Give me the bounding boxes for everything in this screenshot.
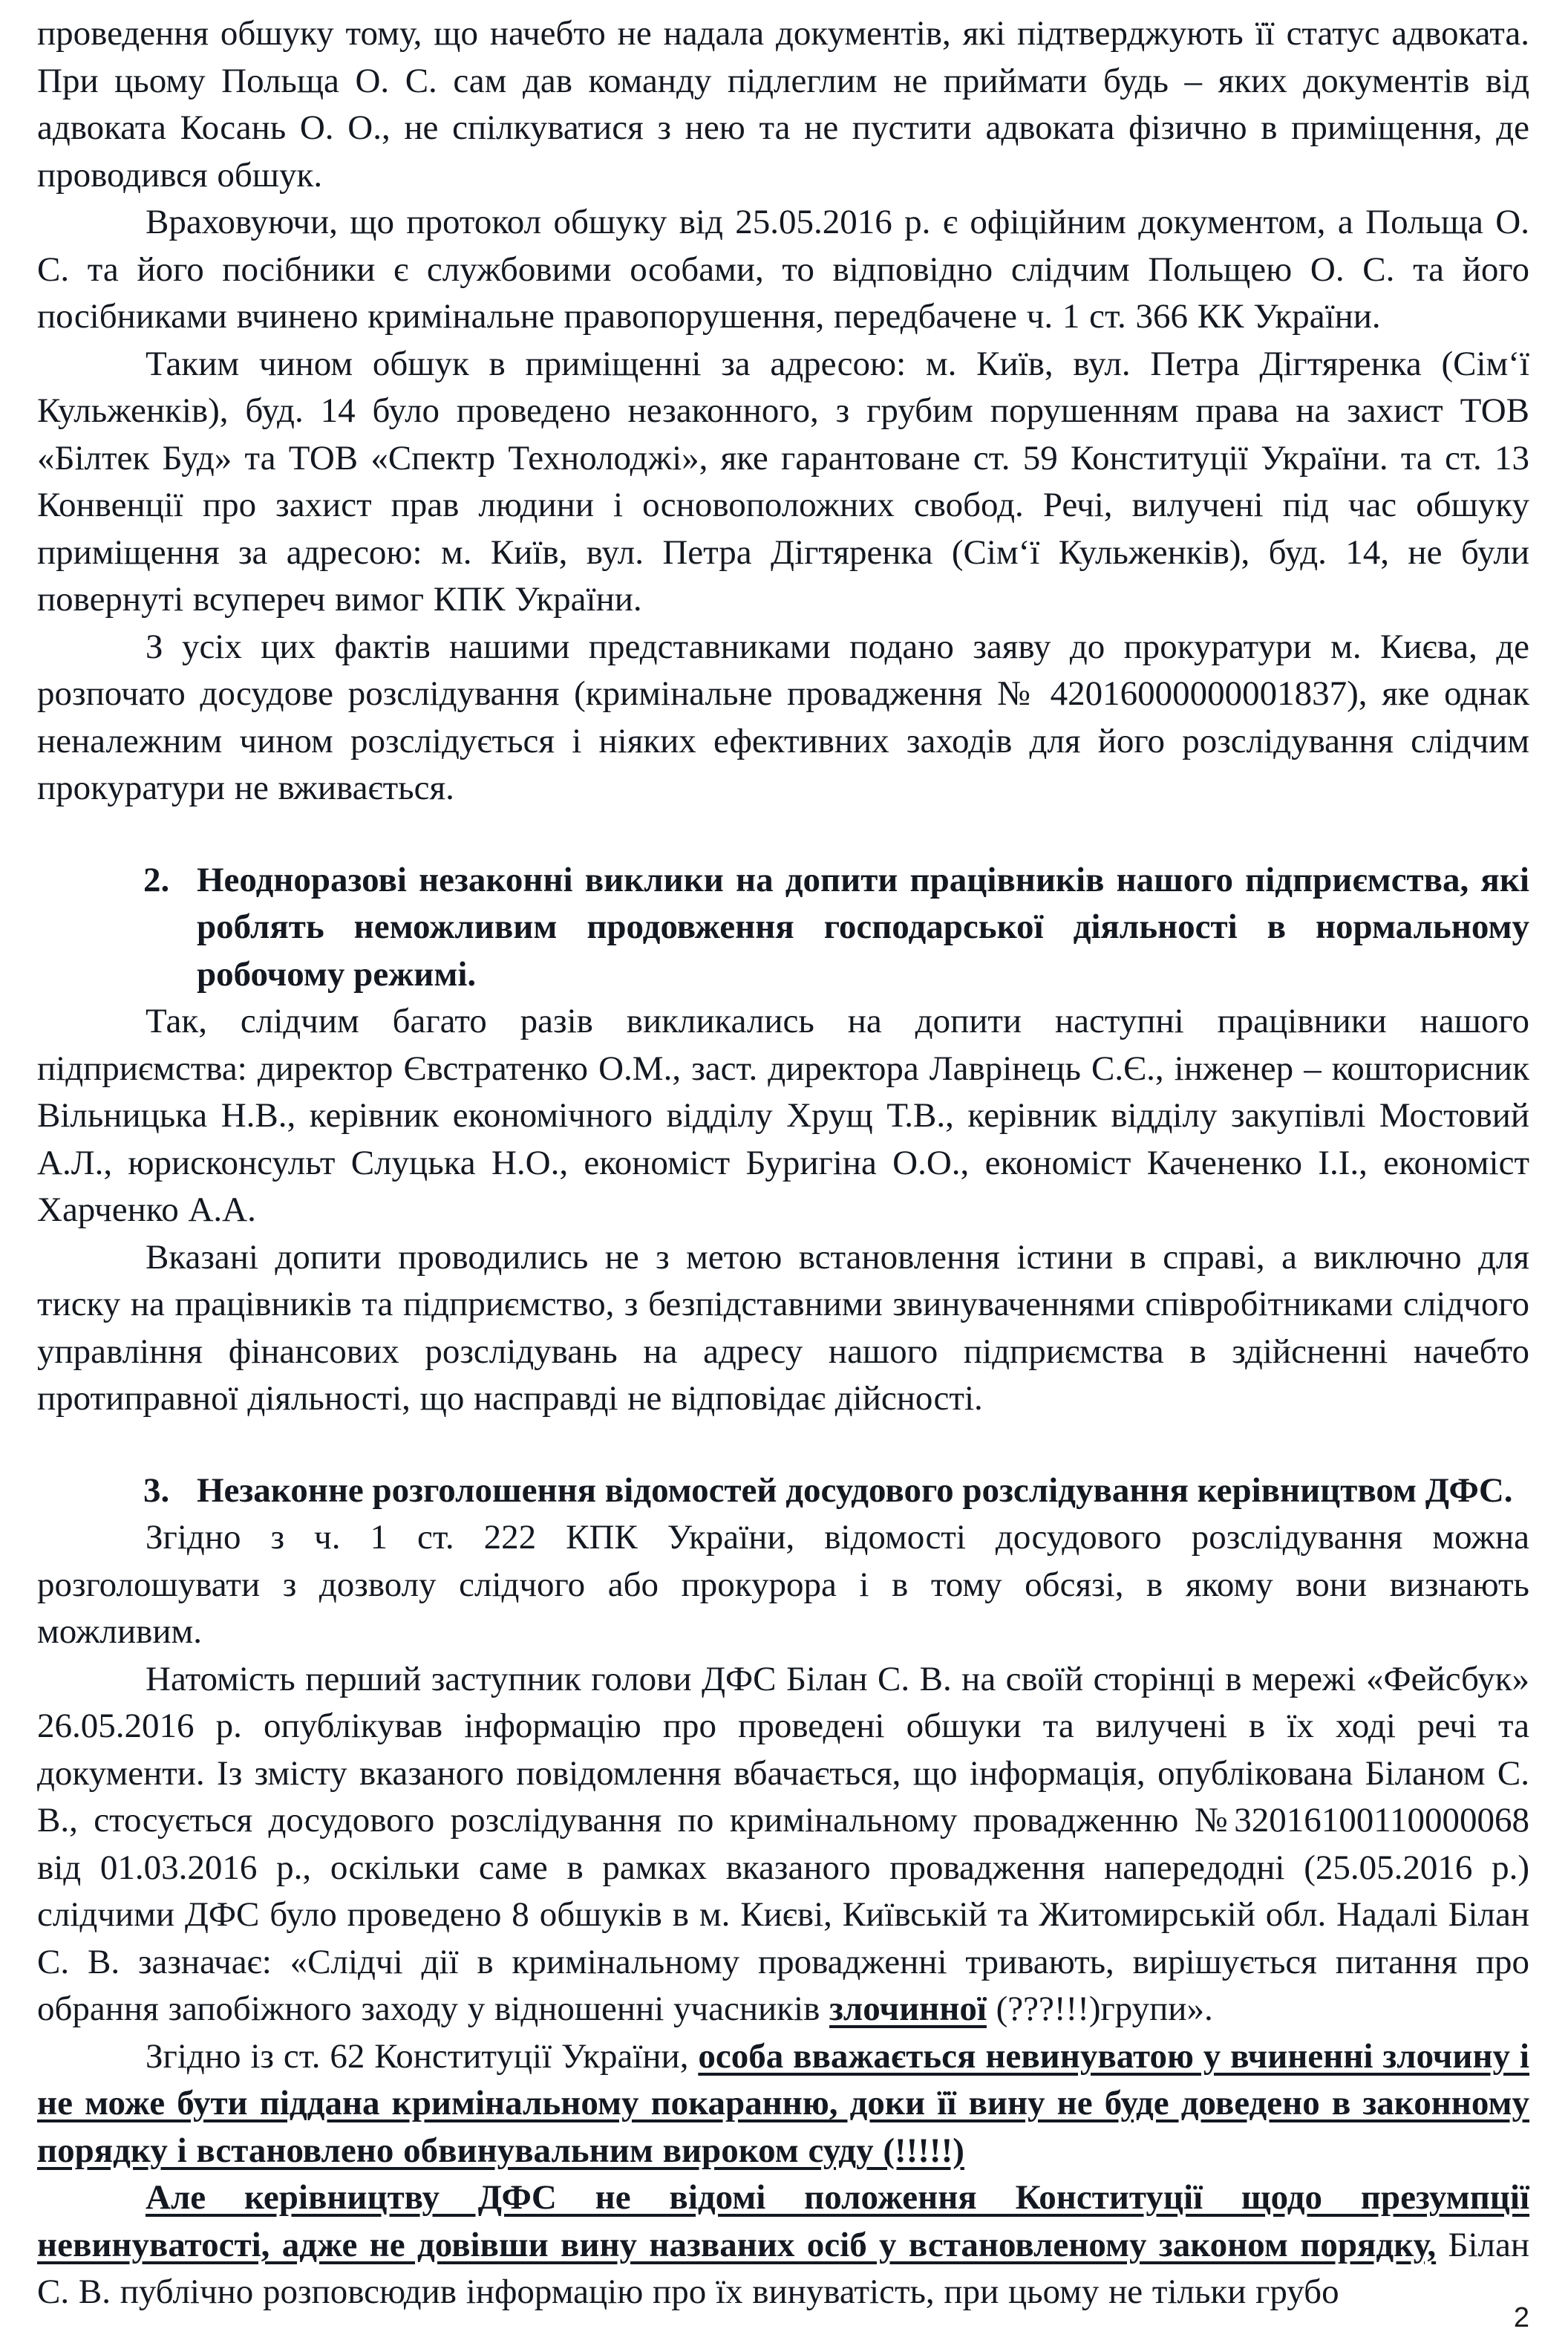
paragraph-interrogation-purpose: Вказані допити проводились не з метою встановлення істини в справі, а виключно для тиску на працівників та підприємство, з безпідставними звинуваченнями співробітниками слідчого управління фінансових розслідувань на адресу нашого підприємства в здійсненні начебто протиправної діяльності, що насправді не відповідає дійсності. (37, 1237, 1529, 1418)
section-title: Неодноразові незаконні виклики на допити працівників нашого підприємства, які роблять неможливим продовження господарської діяльності в нормальному робочому режимі. (197, 860, 1529, 994)
paragraph-facebook-disclosure (37, 1656, 1529, 2033)
text-run: Білан С. В. публічно розповсюдив інформацію про їх винуватість, при цьому не тільки грубо (37, 2225, 1529, 2311)
paragraph-cpc-article-222: Згідно з ч. 1 ст. 222 КПК України, відомості досудового розслідування можна розголошувати з дозволу слідчого або прокурора і в тому обсязі, в якому вони визнають можливим. (37, 1518, 1529, 1651)
page-number: 2 (1513, 2302, 1529, 2333)
section-heading-3 (37, 1467, 1529, 1515)
emphasized-text: злочинної (829, 1990, 987, 2028)
spacer (37, 1423, 1529, 1467)
paragraph-presumption-innocence (37, 2174, 1529, 2316)
paragraph-search-protocol: Враховуючи, що протокол обшуку від 25.05.2016 р. є офіційним документом, а Польща О. С. та його посібники є службовими особами, то відповідно слідчим Польщею О. С. та його посібниками вчинено кримінальне правопорушення, передбачене ч. 1 ст. 366 КК України. (37, 203, 1529, 336)
section-title: Незаконне розголошення відомостей досудового розслідування керівництвом ДФС. (197, 1470, 1513, 1510)
paragraph-prosecutor-complaint: З усіх цих фактів нашими представниками подано заяву до прокуратури м. Києва, де розпочато досудове розслідування (кримінальне провадження № 42016000000001837), яке однак неналежним чином розслідується і ніяких ефективних заходів для його розслідування слідчим прокуратури не вживається. (37, 627, 1529, 807)
text-run: (???!!!)групи». (986, 1990, 1213, 2028)
text-run: Згідно із ст. 62 Конституції України, (146, 2036, 699, 2076)
section-number: 3. (143, 1470, 170, 1510)
emphasized-text: особа вважається невинуватою у вчиненні злочину і не може бути піддана кримінальному покаранню, доки її вину не буде доведено в законному порядку і встановлено обвинувальним вироком суду (!!!!!) (37, 2036, 1529, 2170)
text-run: Натомість перший заступник голови ДФС Білан С. В. на своїй сторінці в мережі «Фейсбук» 26.05.2016 р. опублікував інформацію про проведені обшуки та вилучені в їх ході речі та документи. Із змісту вказаного повідомлення вбачається, що інформація, опублікована Біланом С. В., стосується досудового розслідування по кримінальному провадженню №32016100110000068 від 01.03.2016 р., оскільки саме в рамках вказаного провадження напередодні (25.05.2016 р.) слідчими ДФС було проведено 8 обшуків в м. Києві, Київській та Житомирській обл. Надалі Білан С. В. зазначає: «Слідчі дії в кримінальному провадженні тривають, вирішується питання про обрання запобіжного заходу у відношенні учасників (37, 1659, 1529, 2028)
paragraph-constitution-article-62 (37, 2033, 1529, 2175)
emphasized-text: Але керівництву ДФС не відомі положення Конституції щодо презумпції невинуватості, адже не довівши вину названих осіб у встановленому законом порядку, (37, 2178, 1529, 2264)
section-number: 2. (143, 860, 170, 899)
paragraph-summoned-employees: Так, слідчим багато разів викликались на допити наступні працівники нашого підприємства: директор Євстратенко О.М., заст. директора Лаврінець С.Є., інженер – кошторисник Вільницька Н.В., керівник економічного відділу Хрущ Т.В., керівник відділу закупівлі Мостовий А.Л., юрисконсульт Слуцька Н.О., економіст Буригіна О.О., економіст Качененко І.І., економіст Харченко А.А. (37, 1002, 1529, 1229)
document-page (37, 10, 1529, 2316)
paragraph-search-procedure: проведення обшуку тому, що начебто не надала документів, які підтверджують її статус адвоката. При цьому Польща О. С. сам дав команду підлеглим не приймати будь – яких документів від адвоката Косань О. О., не спілкуватися з нею та не пустити адвоката фізично в приміщення, де проводився обшук. (37, 14, 1529, 195)
paragraph-illegal-search: Таким чином обшук в приміщенні за адресою: м. Київ, вул. Петра Дігтяренка (Сім‘ї Кульженків), буд. 14 було проведено незаконного, з грубим порушенням права на захист ТОВ «Білтек Буд» та ТОВ «Спектр Технолоджі», яке гарантоване ст. 59 Конституції України. та ст. 13 Конвенції про захист прав людини і основоположних свобод. Речі, вилучені під час обшуку приміщення за адресою: м. Київ, вул. Петра Дігтяренка (Сім‘ї Кульженків), буд. 14, не були повернуті всупереч вимог КПК України. (37, 344, 1529, 619)
spacer (37, 812, 1529, 857)
section-heading-2 (37, 857, 1529, 999)
